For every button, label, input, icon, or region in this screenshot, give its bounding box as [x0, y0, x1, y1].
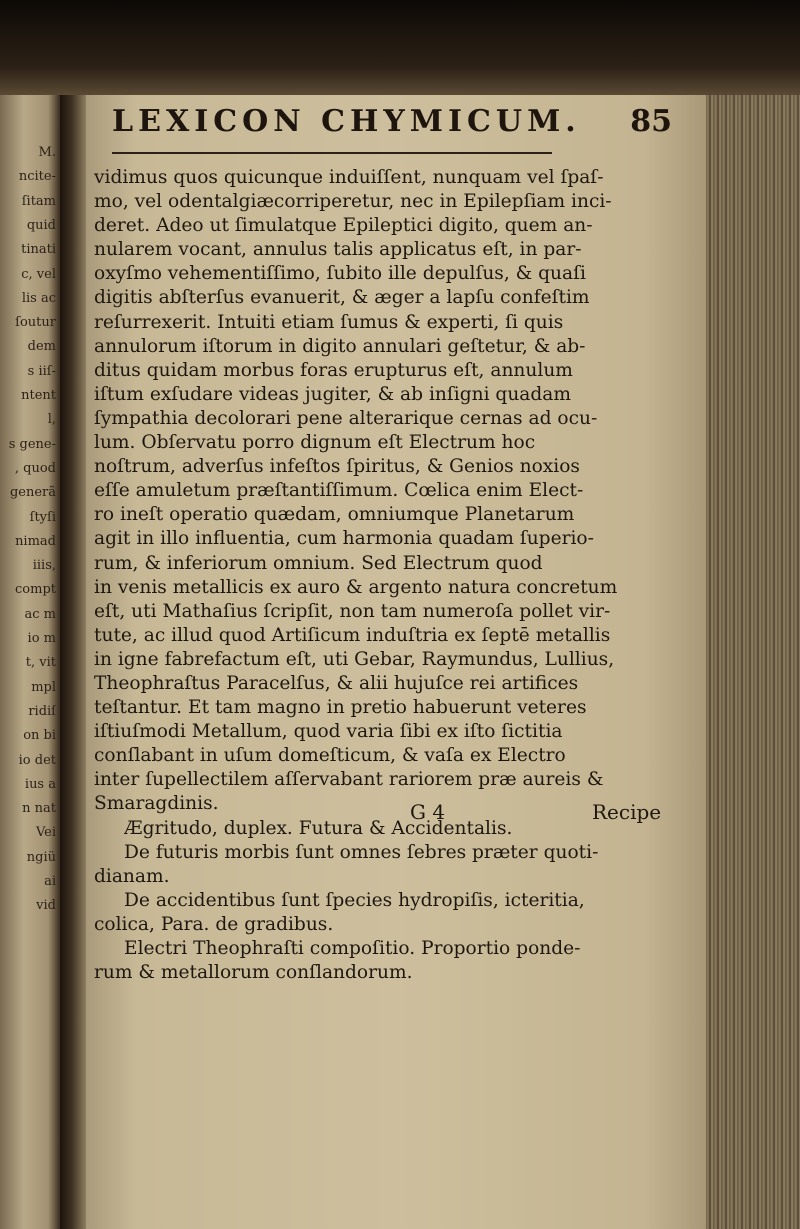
text-line: mo, vel odentalgiæcorriperetur, nec in Epilepſiam inci-: [94, 191, 612, 213]
page-number: 85: [630, 104, 672, 139]
text-line: Ægritudo, duplex. Futura & Accidentalis.: [124, 817, 513, 839]
text-line: rum & metallorum conſlandorum.: [94, 962, 413, 984]
facing-page-fragment: ſoutur: [15, 315, 56, 331]
body-paragraph: [94, 166, 690, 817]
catchword: Recipe: [592, 800, 662, 824]
section-futuris-morbis: [94, 841, 690, 889]
text-line: iſtiuſmodi Metallum, quod varia ſibi ex iſto ſictitia: [94, 721, 563, 743]
text-line: ro ineſt operatio quædam, omniumque Planetarum: [94, 504, 575, 526]
facing-page-fragment: io m: [27, 631, 56, 646]
facing-page-fragment: compt: [15, 582, 56, 598]
facing-page-fragment: lis ac: [21, 290, 56, 306]
book-gutter: [60, 95, 86, 1229]
text-line: teſtantur. Et tam magno in pretio habuerunt veteres: [94, 697, 587, 719]
text-line: reſurrexerit. Intuiti etiam ſumus & experti, ſi quis: [94, 311, 564, 333]
text-line: nularem vocant, annulus talis applicatus eſt, in par-: [94, 239, 582, 261]
main-text: [94, 166, 690, 985]
facing-page-edge: [0, 95, 60, 1229]
facing-page-fragment: ac m: [24, 606, 56, 622]
text-line: eſſe amuletum præſtantiſſimum. Cœlica enim Elect-: [94, 480, 584, 502]
signature-mark: G 4: [410, 800, 446, 824]
facing-page-fragment: ridiſ: [28, 703, 56, 719]
text-line: ditus quidam morbus foras erupturus eſt, annulum: [94, 359, 573, 381]
page-header: [112, 104, 672, 152]
text-line: deret. Adeo ut ſimulatque Epileptici digito, quem an-: [94, 215, 593, 237]
facing-page-fragment: Vei: [35, 825, 56, 841]
text-line: oxyſmo vehementiſſimo, ſubito ille depulſus, & quaſi: [94, 263, 586, 285]
facing-page-fragment: s gene-: [8, 436, 56, 452]
header-rule: [112, 152, 552, 154]
text-line: digitis abſterſus evanuerit, & æger a lapſu confeſtim: [94, 287, 590, 309]
facing-page-fragment: c, vel: [21, 266, 56, 282]
facing-page-fragment: vid: [36, 898, 56, 914]
text-line: in venis metallicis ex auro & argento natura concretum: [94, 576, 618, 598]
facing-page-fragment: n nat: [22, 801, 56, 817]
facing-page-fragment: s iiſ-: [27, 363, 56, 379]
facing-page-fragment: nimad: [15, 533, 56, 549]
facing-page-fragment: ntent: [21, 388, 56, 403]
facing-page-fragment: ius a: [24, 776, 56, 792]
text-line: Electri Theophraſti compoſitio. Proportio ponde-: [124, 938, 581, 959]
text-line: vidimus quos quicunque induiſſent, nunquam vel ſpaſ-: [94, 167, 604, 188]
text-line: inter ſupellectilem aſſervabant rariorem præ aureis &: [94, 769, 604, 791]
facing-page-fragment: quid: [26, 217, 56, 233]
facing-page-fragment: generã: [9, 485, 56, 501]
facing-page-fragment: dem: [27, 339, 56, 355]
facing-page-fragment: ſtyſi: [29, 509, 56, 525]
text-line: iſtum exſudare videas jugiter, & ab inſigni quadam: [94, 383, 572, 405]
facing-page-fragment: , quod: [14, 460, 56, 476]
running-title: LEXICON CHYMICUM.: [112, 104, 581, 139]
facing-page-fragment: ai: [44, 874, 56, 889]
text-line: eſt, uti Mathaſius ſcripſit, non tam numeroſa pollet vir-: [94, 600, 611, 622]
book-top-shadow: [0, 0, 800, 95]
text-line: dianam.: [94, 865, 170, 887]
text-line: conſlabant in uſum domeſticum, & vaſa ex Electro: [94, 745, 566, 767]
facing-page-fragment: M.: [38, 145, 56, 160]
facing-page-fragment: t, vit: [25, 655, 56, 671]
facing-page-fragment: ſitam: [21, 193, 56, 209]
text-line: lum. Obſervatu porro dignum eſt Electrum hoc: [94, 432, 536, 454]
text-line: agit in illo influentia, cum harmonia quadam ſuperio-: [94, 528, 594, 550]
section-electri-compositio: [94, 937, 690, 985]
facing-page-fragment: ncite-: [18, 169, 56, 185]
text-line: De futuris morbis ſunt omnes ſebres præter quoti-: [124, 841, 599, 863]
text-line: De accidentibus ſunt ſpecies hydropiſis, icteritia,: [124, 889, 585, 911]
text-line: rum, & inferiorum omnium. Sed Electrum quod: [94, 552, 543, 574]
text-line: in igne fabrefactum eſt, uti Gebar, Raymundus, Lullius,: [94, 648, 615, 670]
text-line: tute, ac illud quod Artiſicum induſtria ex ſeptē metallis: [94, 624, 611, 646]
facing-page-fragment: l,: [47, 412, 56, 428]
facing-page-fragment: mpl: [31, 679, 56, 695]
facing-page-fragment: tinati: [21, 242, 56, 258]
facing-page-fragment: io det: [18, 752, 56, 768]
text-line: Theophraſtus Paracelſus, & alii hujuſce rei artifices: [94, 672, 579, 694]
text-line: Smaragdinis.: [94, 793, 219, 815]
text-line: annulorum iſtorum in digito annulari geſtetur, & ab-: [94, 335, 586, 357]
facing-page-fragment: iiis,: [32, 558, 56, 574]
text-line: noſtrum, adverſus infeſtos ſpiritus, & Genios noxios: [94, 456, 580, 478]
page-edges: [706, 95, 800, 1229]
facing-page-fragment: on bi: [23, 728, 56, 744]
text-line: colica, Para. de gradibus.: [94, 913, 334, 935]
section-accidentibus: [94, 889, 690, 937]
text-line: ſympathia decolorari pene alterarique cernas ad ocu-: [94, 407, 598, 429]
facing-page-fragment: ngiü: [26, 849, 56, 865]
